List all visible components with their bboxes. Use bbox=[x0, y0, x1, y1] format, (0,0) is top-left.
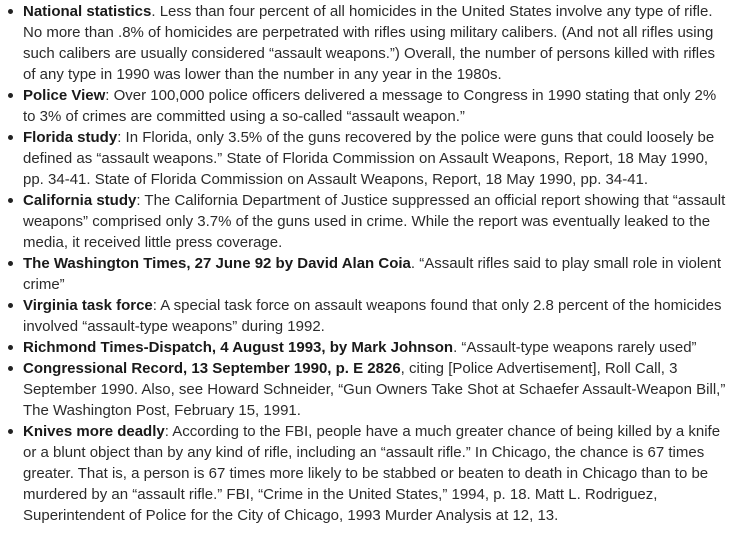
bullet-dot-icon bbox=[8, 366, 13, 371]
bullet-dot-icon bbox=[8, 198, 13, 203]
item-text: . “Assault rifles said to play small role in violent crime” bbox=[23, 255, 721, 293]
item-lead: The Washington Times, 27 June 92 by David Alan Coia bbox=[23, 255, 411, 272]
bullet-dot-icon bbox=[8, 9, 13, 14]
list-item bbox=[23, 127, 726, 190]
item-text: . Less than four percent of all homicides in the United States involve any type of rifle. No more than .8% of homicides are perpetrated with rifles using military calibers. (And not all rifles using such calibers are usually considered “assault weapons.”) Overall, the number of persons killed with rifles of any type in 1990 was lower than the number in any year in the 1980s. bbox=[23, 3, 715, 83]
item-text: : According to the FBI, people have a much greater chance of being killed by a knife or a blunt object than by any kind of rifle, including an “assault rifle.” In Chicago, the chance is 67 times greater. That is, a person is 67 times more likely to be stabbed or beaten to death in Chicago than to be murdered by an “assault rifle.” FBI, “Crime in the United States,” 1994, p. 18. Matt L. Rodriguez, Superintendent of Police for the City of Chicago, 1993 Murder Analysis at 12, 13. bbox=[23, 423, 721, 524]
item-lead: Richmond Times-Dispatch, 4 August 1993, by Mark Johnson bbox=[23, 339, 454, 356]
bullet-list bbox=[4, 1, 726, 526]
list-item bbox=[23, 1, 726, 85]
item-lead: Congressional Record, 13 September 1990, p. E 2826 bbox=[23, 360, 401, 377]
list-item bbox=[23, 253, 726, 295]
item-text: : The California Department of Justice suppressed an official report showing that “assault weapons” comprised only 3.7% of the guns used in crime. While the report was eventually leaked to the media, it received little press coverage. bbox=[23, 192, 726, 251]
item-lead: Police View bbox=[23, 87, 106, 104]
list-item bbox=[23, 190, 726, 253]
item-text: . “Assault-type weapons rarely used” bbox=[453, 339, 697, 356]
item-text: : Over 100,000 police officers delivered a message to Congress in 1990 stating that only 2% to 3% of crimes are committed using a so-called “assault weapon.” bbox=[23, 87, 717, 125]
bullet-dot-icon bbox=[8, 303, 13, 308]
list-item bbox=[23, 358, 726, 421]
item-text: , citing [Police Advertisement], Roll Call, 3 September 1990. Also, see Howard Schneider, “Gun Owners Take Shot at Schaefer Assault-Weapon Bill,” The Washington Post, February 15, 1991. bbox=[23, 360, 726, 419]
item-lead: Florida study bbox=[23, 129, 118, 146]
list-item bbox=[23, 421, 726, 526]
list-item bbox=[23, 85, 726, 127]
bullet-dot-icon bbox=[8, 93, 13, 98]
item-lead: Knives more deadly bbox=[23, 423, 165, 440]
list-item bbox=[23, 337, 726, 358]
item-lead: California study bbox=[23, 192, 137, 209]
bullet-dot-icon bbox=[8, 345, 13, 350]
item-lead: National statistics bbox=[23, 3, 152, 20]
item-lead: Virginia task force bbox=[23, 297, 153, 314]
bullet-dot-icon bbox=[8, 429, 13, 434]
item-text: : In Florida, only 3.5% of the guns recovered by the police were guns that could loosely be defined as “assault weapons.” State of Florida Commission on Assault Weapons, Report, 18 May 1990, pp. 34-41. State of Florida Commission on Assault Weapons, Report, 18 May 1990, pp. 34-41. bbox=[23, 129, 715, 188]
bullet-dot-icon bbox=[8, 135, 13, 140]
bullet-dot-icon bbox=[8, 261, 13, 266]
item-text: : A special task force on assault weapons found that only 2.8 percent of the homicides involved “assault-type weapons” during 1992. bbox=[23, 297, 722, 335]
list-item bbox=[23, 295, 726, 337]
